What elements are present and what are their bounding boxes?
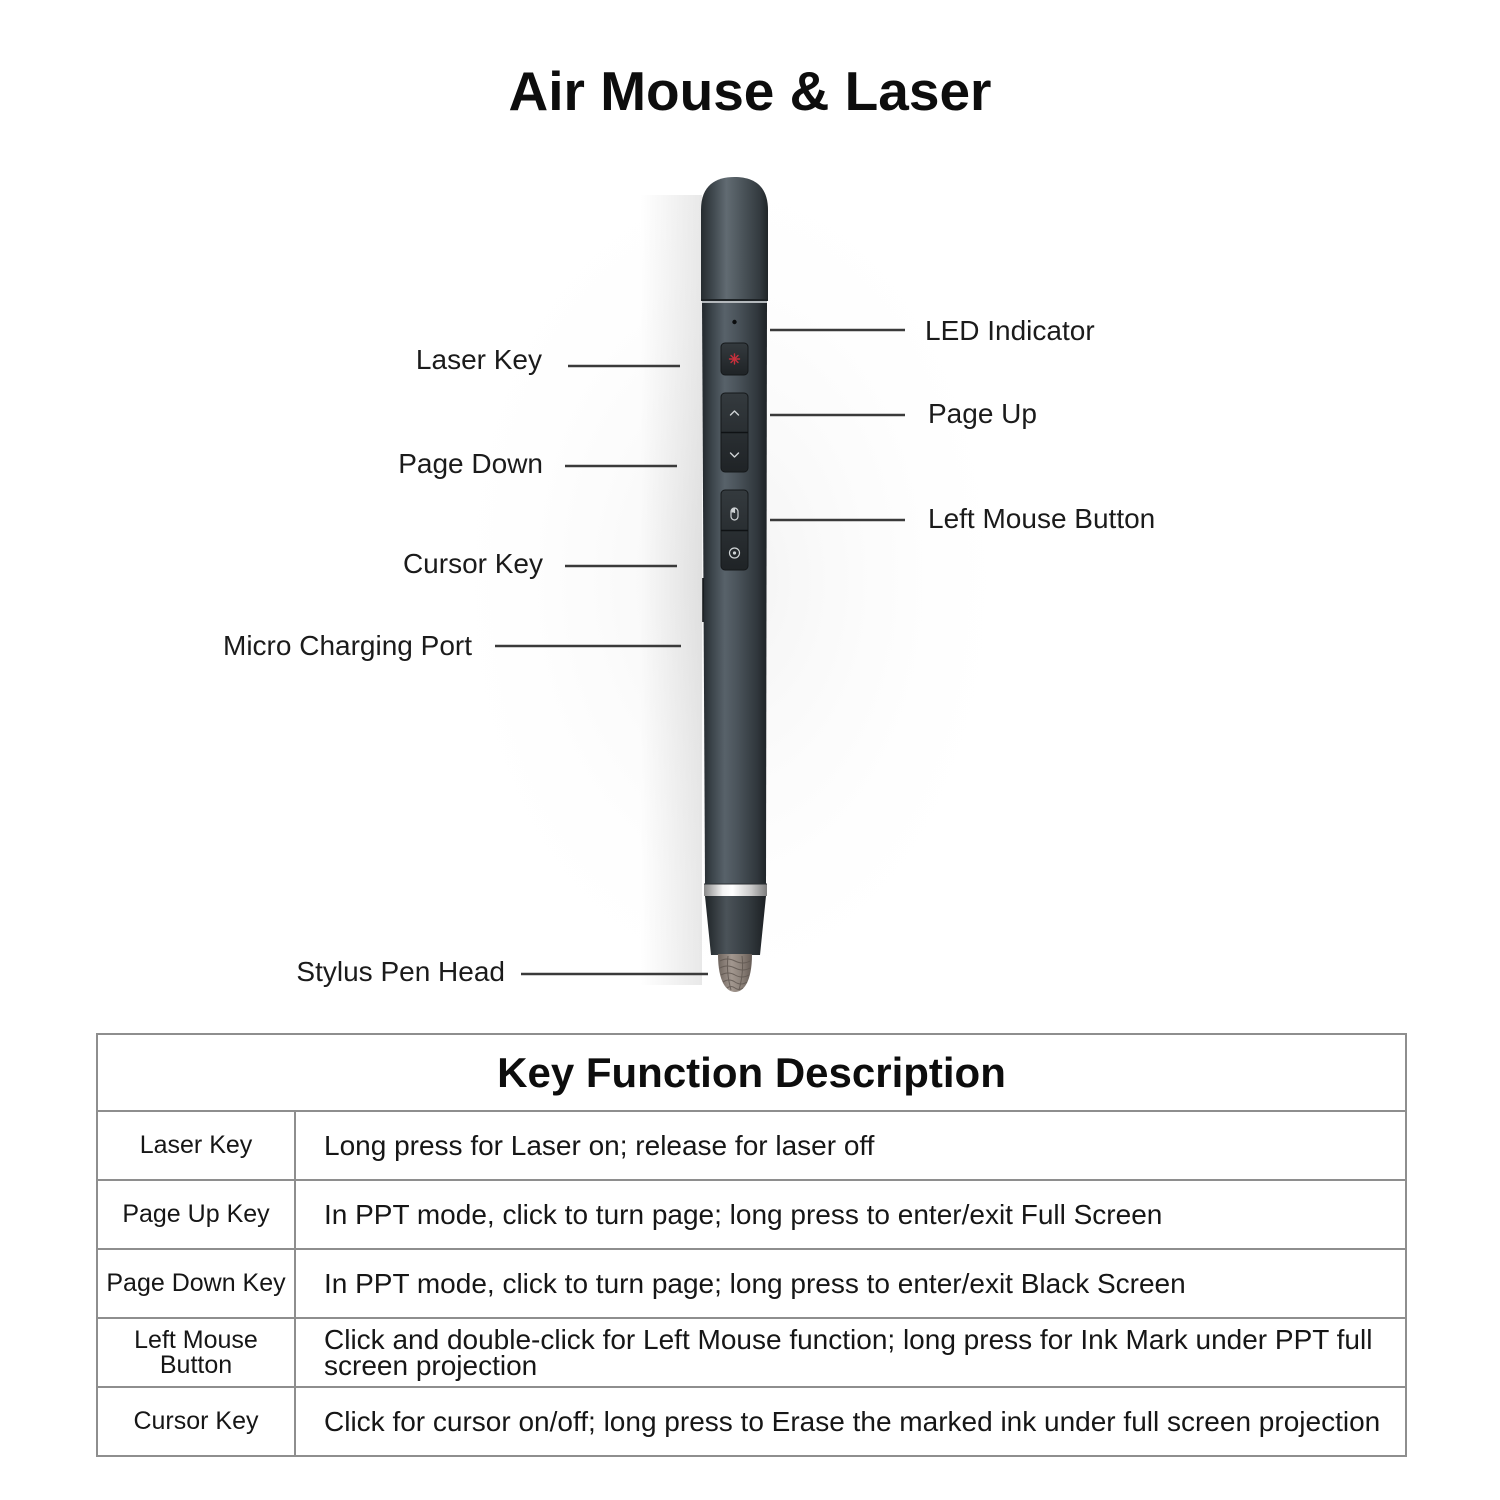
table-row	[97, 1111, 1406, 1180]
description-cell: In PPT mode, click to turn page; long press to enter/exit Black Screen	[295, 1249, 1406, 1318]
table-row	[97, 1387, 1406, 1456]
description-cell: Click and double-click for Left Mouse function; long press for Ink Mark under PPT full screen projection	[295, 1318, 1406, 1387]
callout-label-left-mouse: Left Mouse Button	[928, 503, 1156, 534]
metal-ring	[704, 884, 767, 896]
key-name: Page Down Key	[106, 1269, 286, 1297]
pen-tip	[705, 896, 766, 955]
table-row	[97, 1180, 1406, 1249]
callout-label-laser-key: Laser Key	[415, 344, 542, 375]
callout-label-led-indicator: LED Indicator	[925, 315, 1095, 346]
description-cell: Long press for Laser on; release for laser off	[295, 1111, 1406, 1180]
asterisk-icon	[730, 354, 740, 364]
key-cell	[97, 1318, 295, 1387]
callout-label-stylus-head: Stylus Pen Head	[296, 956, 505, 987]
pen-shadow	[640, 195, 702, 985]
table-header-row	[97, 1034, 1406, 1111]
page-title: Air Mouse & Laser	[508, 60, 992, 122]
key-function-table	[96, 1033, 1407, 1457]
key-cell	[97, 1249, 295, 1318]
description-cell: Click for cursor on/off; long press to Erase the marked ink under full screen projection	[295, 1387, 1406, 1456]
air-mouse-pen	[701, 177, 768, 992]
description-cell: In PPT mode, click to turn page; long press to enter/exit Full Screen	[295, 1180, 1406, 1249]
led-indicator	[732, 320, 736, 324]
table-row	[97, 1318, 1406, 1387]
callout-label-cursor-key: Cursor Key	[402, 548, 543, 579]
key-cell	[97, 1111, 295, 1180]
table-title: Key Function Description	[97, 1034, 1406, 1111]
pen-cap	[701, 177, 768, 300]
callout-label-page-down: Page Down	[398, 448, 543, 479]
key-name: Page Up Key	[122, 1200, 270, 1228]
callout-label-charging-port: Micro Charging Port	[223, 630, 472, 661]
key-name: Left Mouse Button	[134, 1325, 258, 1379]
pen-body	[702, 303, 767, 885]
key-name: Cursor Key	[133, 1407, 259, 1435]
key-name: Laser Key	[139, 1131, 253, 1159]
table-row	[97, 1249, 1406, 1318]
key-cell	[97, 1387, 295, 1456]
callout-label-page-up: Page Up	[928, 398, 1037, 429]
key-cell	[97, 1180, 295, 1249]
